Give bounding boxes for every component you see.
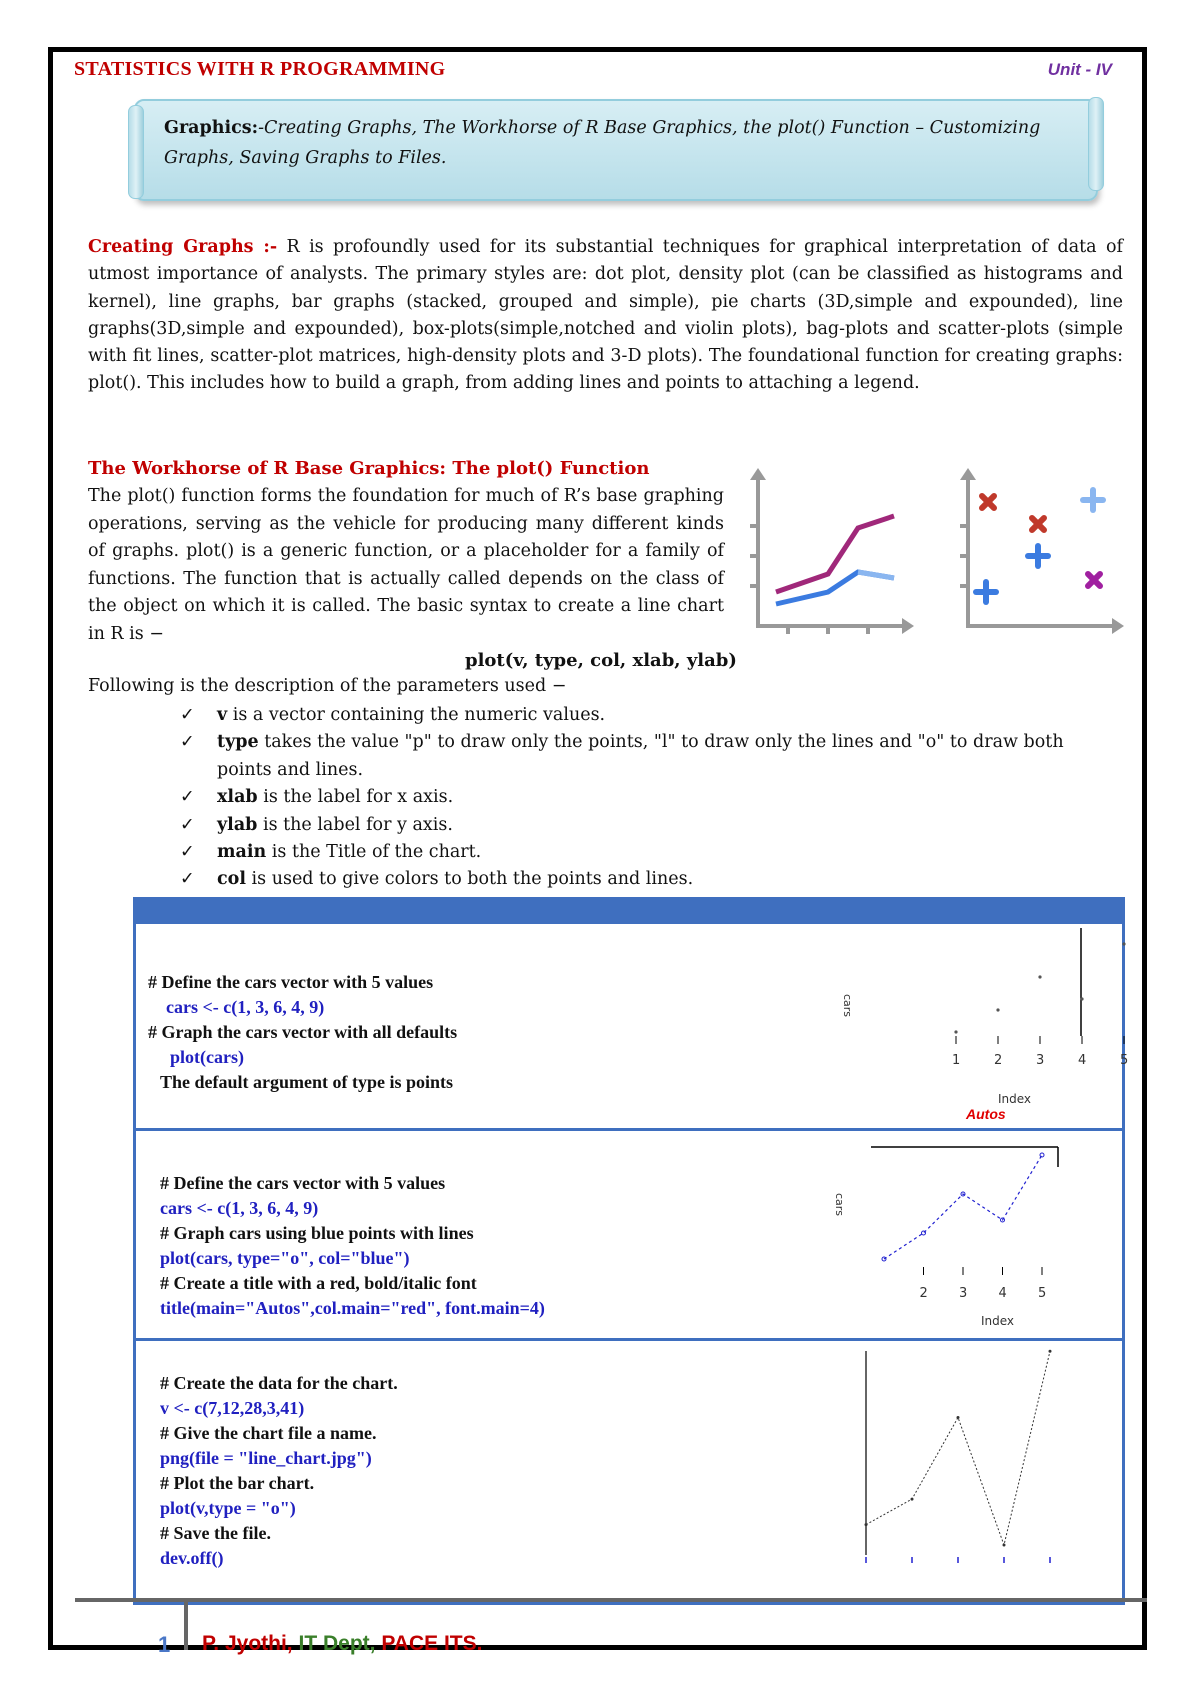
- code-line: v <- c(7,12,28,3,41): [160, 1398, 305, 1418]
- code-examples-box: [133, 897, 1129, 1605]
- list-item: [180, 784, 1120, 811]
- plot2-x-axis: [920, 1267, 1047, 1301]
- data-point: [957, 1416, 960, 1419]
- syntax-line: plot(v, type, col, xlab, ylab): [465, 650, 737, 671]
- data-point: [1080, 997, 1083, 1000]
- list-item: [180, 729, 1120, 784]
- data-point: [1040, 1153, 1044, 1157]
- x-tick-label: 1: [952, 1053, 961, 1068]
- plot3-line: [866, 1351, 1050, 1545]
- param-desc: is used to give colors to both the points and lines.: [245, 869, 694, 890]
- example-row-1: [136, 924, 1129, 1131]
- mini-plot-1: [826, 924, 1129, 1131]
- mini-plot-3: [836, 1345, 1106, 1601]
- code-line: title(main="Autos",col.main="red", font.main=4): [160, 1298, 545, 1318]
- topic-banner: [134, 99, 1098, 201]
- banner-text: [164, 113, 1074, 173]
- banner-bold: Graphics:: [164, 118, 259, 138]
- footer-college: PACE ITS.: [381, 1632, 483, 1655]
- plot1-ylabel: cars: [841, 994, 854, 1018]
- code-line: cars <- c(1, 3, 6, 4, 9): [160, 1198, 319, 1218]
- plot1-xlabel: Index: [998, 1092, 1032, 1106]
- plot2-ylabel: cars: [833, 1193, 846, 1217]
- param-desc: is the label for x axis.: [257, 787, 454, 808]
- check-icon: ✓: [180, 869, 195, 890]
- code-comment: # Give the chart file a name.: [160, 1423, 377, 1443]
- x-tick-label: 3: [959, 1286, 968, 1301]
- footer-divider: [75, 1598, 1147, 1602]
- list-item: [180, 812, 1120, 839]
- creating-graphs-text: R is profoundly used for its substantial techniques for graphical interpretation of data of utmost importance of analysts. The primary styles are: dot plot, density plot (can be classified as histograms and kernel), line graphs, bar graphs (stacked, grouped and simple), pie charts (3D,simple and expounded), line graphs(3D,simple and expounded), box-plots(simple,notched and violin plots), bag-plots and scatter-plots (simple with fit lines, scatter-plot matrices, high-density plots and 3-D plots). The foundational function for creating graphs: plot(). This includes how to build a graph, from adding lines and points to attaching a legend.: [88, 237, 1123, 394]
- creating-graphs-heading: Creating Graphs :-: [88, 237, 278, 257]
- data-point: [1049, 1350, 1052, 1353]
- document-title: STATISTICS WITH R PROGRAMMING: [74, 58, 446, 80]
- plot2-line: [884, 1155, 1042, 1259]
- code-line: dev.off(): [160, 1548, 224, 1568]
- code-comment: # Define the cars vector with 5 values: [148, 972, 434, 992]
- parameter-list: [180, 702, 1120, 894]
- mini-plot-2: [826, 1137, 1116, 1337]
- check-icon: ✓: [180, 814, 195, 835]
- list-item: [180, 839, 1120, 866]
- data-point: [954, 1030, 957, 1033]
- code-comment: # Plot the bar chart.: [160, 1473, 315, 1493]
- creating-graphs-paragraph: [88, 234, 1123, 398]
- code-comment: # Define the cars vector with 5 values: [160, 1173, 446, 1193]
- code-comment: # Graph cars using blue points with lines: [160, 1223, 474, 1243]
- footer-vertical-divider: [184, 1600, 188, 1650]
- code-comment: # Save the file.: [160, 1523, 271, 1543]
- data-point: [865, 1523, 868, 1526]
- param-term: ylab: [217, 814, 258, 835]
- code-block-3: [160, 1371, 398, 1571]
- x-tick-label: 2: [994, 1053, 1003, 1068]
- param-term: type: [217, 732, 259, 753]
- code-comment: # Create a title with a red, bold/italic font: [160, 1273, 477, 1293]
- plot-title-autos: Autos: [966, 1106, 1006, 1122]
- code-comment: # Create the data for the chart.: [160, 1373, 398, 1393]
- code-box-header: [136, 900, 1122, 924]
- code-block-1: [148, 970, 457, 1095]
- plot1-points: [954, 942, 1125, 1033]
- line-chart-icon: [750, 468, 914, 634]
- list-item: [180, 866, 1120, 893]
- check-icon: ✓: [180, 705, 195, 725]
- example-row-3: [136, 1341, 1122, 1605]
- code-comment: # Graph the cars vector with all defaults: [148, 1022, 458, 1042]
- unit-label: Unit - IV: [1047, 60, 1112, 79]
- x-tick-label: 5: [1038, 1286, 1047, 1301]
- x-tick-label: 5: [1120, 1053, 1129, 1068]
- x-tick-label: 2: [919, 1286, 928, 1301]
- footer-author: P. Jyothi,: [202, 1632, 299, 1655]
- code-line: png(file = "line_chart.jpg"): [160, 1448, 372, 1468]
- footer-credit: [202, 1632, 482, 1656]
- list-item: [180, 702, 1120, 729]
- data-point: [922, 1231, 926, 1235]
- chart-illustration-icons: [748, 466, 1128, 646]
- plot3-points: [865, 1350, 1052, 1547]
- code-line: plot(cars, type="o", col="blue"): [160, 1248, 410, 1268]
- data-point: [1122, 942, 1125, 945]
- param-term: col: [217, 869, 246, 890]
- param-desc: is a vector containing the numeric values.: [227, 705, 606, 725]
- x-tick-label: 4: [998, 1286, 1007, 1301]
- footer-dept: IT Dept,: [298, 1632, 382, 1655]
- check-icon: ✓: [180, 787, 195, 808]
- data-point: [996, 1008, 999, 1011]
- workhorse-heading: The Workhorse of R Base Graphics: The plot() Function: [88, 458, 650, 479]
- param-desc: is the label for y axis.: [257, 814, 453, 835]
- plot1-x-axis: [952, 1036, 1128, 1068]
- plot3-x-axis: [866, 1557, 1050, 1563]
- x-tick-label: 3: [1036, 1053, 1045, 1068]
- workhorse-text: The plot() function forms the foundation for much of R’s base graphing operations, serving as the vehicle for producing many different kinds of graphs. plot() is a generic function, or a placeholder for a family of functions. The function that is actually called depends on the class of the object on which it is called. The basic syntax to create a line chart in R is −: [88, 486, 724, 644]
- param-term: xlab: [217, 787, 258, 808]
- plot2-xlabel: Index: [981, 1314, 1015, 1328]
- code-line: cars <- c(1, 3, 6, 4, 9): [166, 997, 325, 1017]
- check-icon: ✓: [180, 732, 195, 753]
- data-point: [911, 1498, 914, 1501]
- param-desc: is the Title of the chart.: [266, 842, 482, 863]
- param-desc: takes the value "p" to draw only the points, "l" to draw only the lines and "o" to draw both points and lines.: [217, 732, 1064, 780]
- code-note: The default argument of type is points: [160, 1072, 454, 1092]
- example-row-2: [136, 1131, 1122, 1341]
- check-icon: ✓: [180, 842, 195, 863]
- data-point: [1003, 1544, 1006, 1547]
- code-line: plot(cars): [170, 1047, 244, 1067]
- code-line: plot(v,type = "o"): [160, 1498, 296, 1518]
- scatter-chart-icon: [960, 468, 1124, 634]
- param-term: main: [217, 842, 267, 863]
- param-term: v: [217, 705, 228, 725]
- banner-rest: -Creating Graphs, The Workhorse of R Base Graphics, the plot() Function – Customizing Graphs, Saving Graphs to Files.: [164, 118, 1041, 168]
- x-tick-label: 4: [1078, 1053, 1087, 1068]
- data-point: [1038, 975, 1041, 978]
- code-block-2: [160, 1171, 545, 1321]
- following-line: Following is the description of the parameters used −: [88, 676, 567, 696]
- page-number: 1: [158, 1632, 171, 1657]
